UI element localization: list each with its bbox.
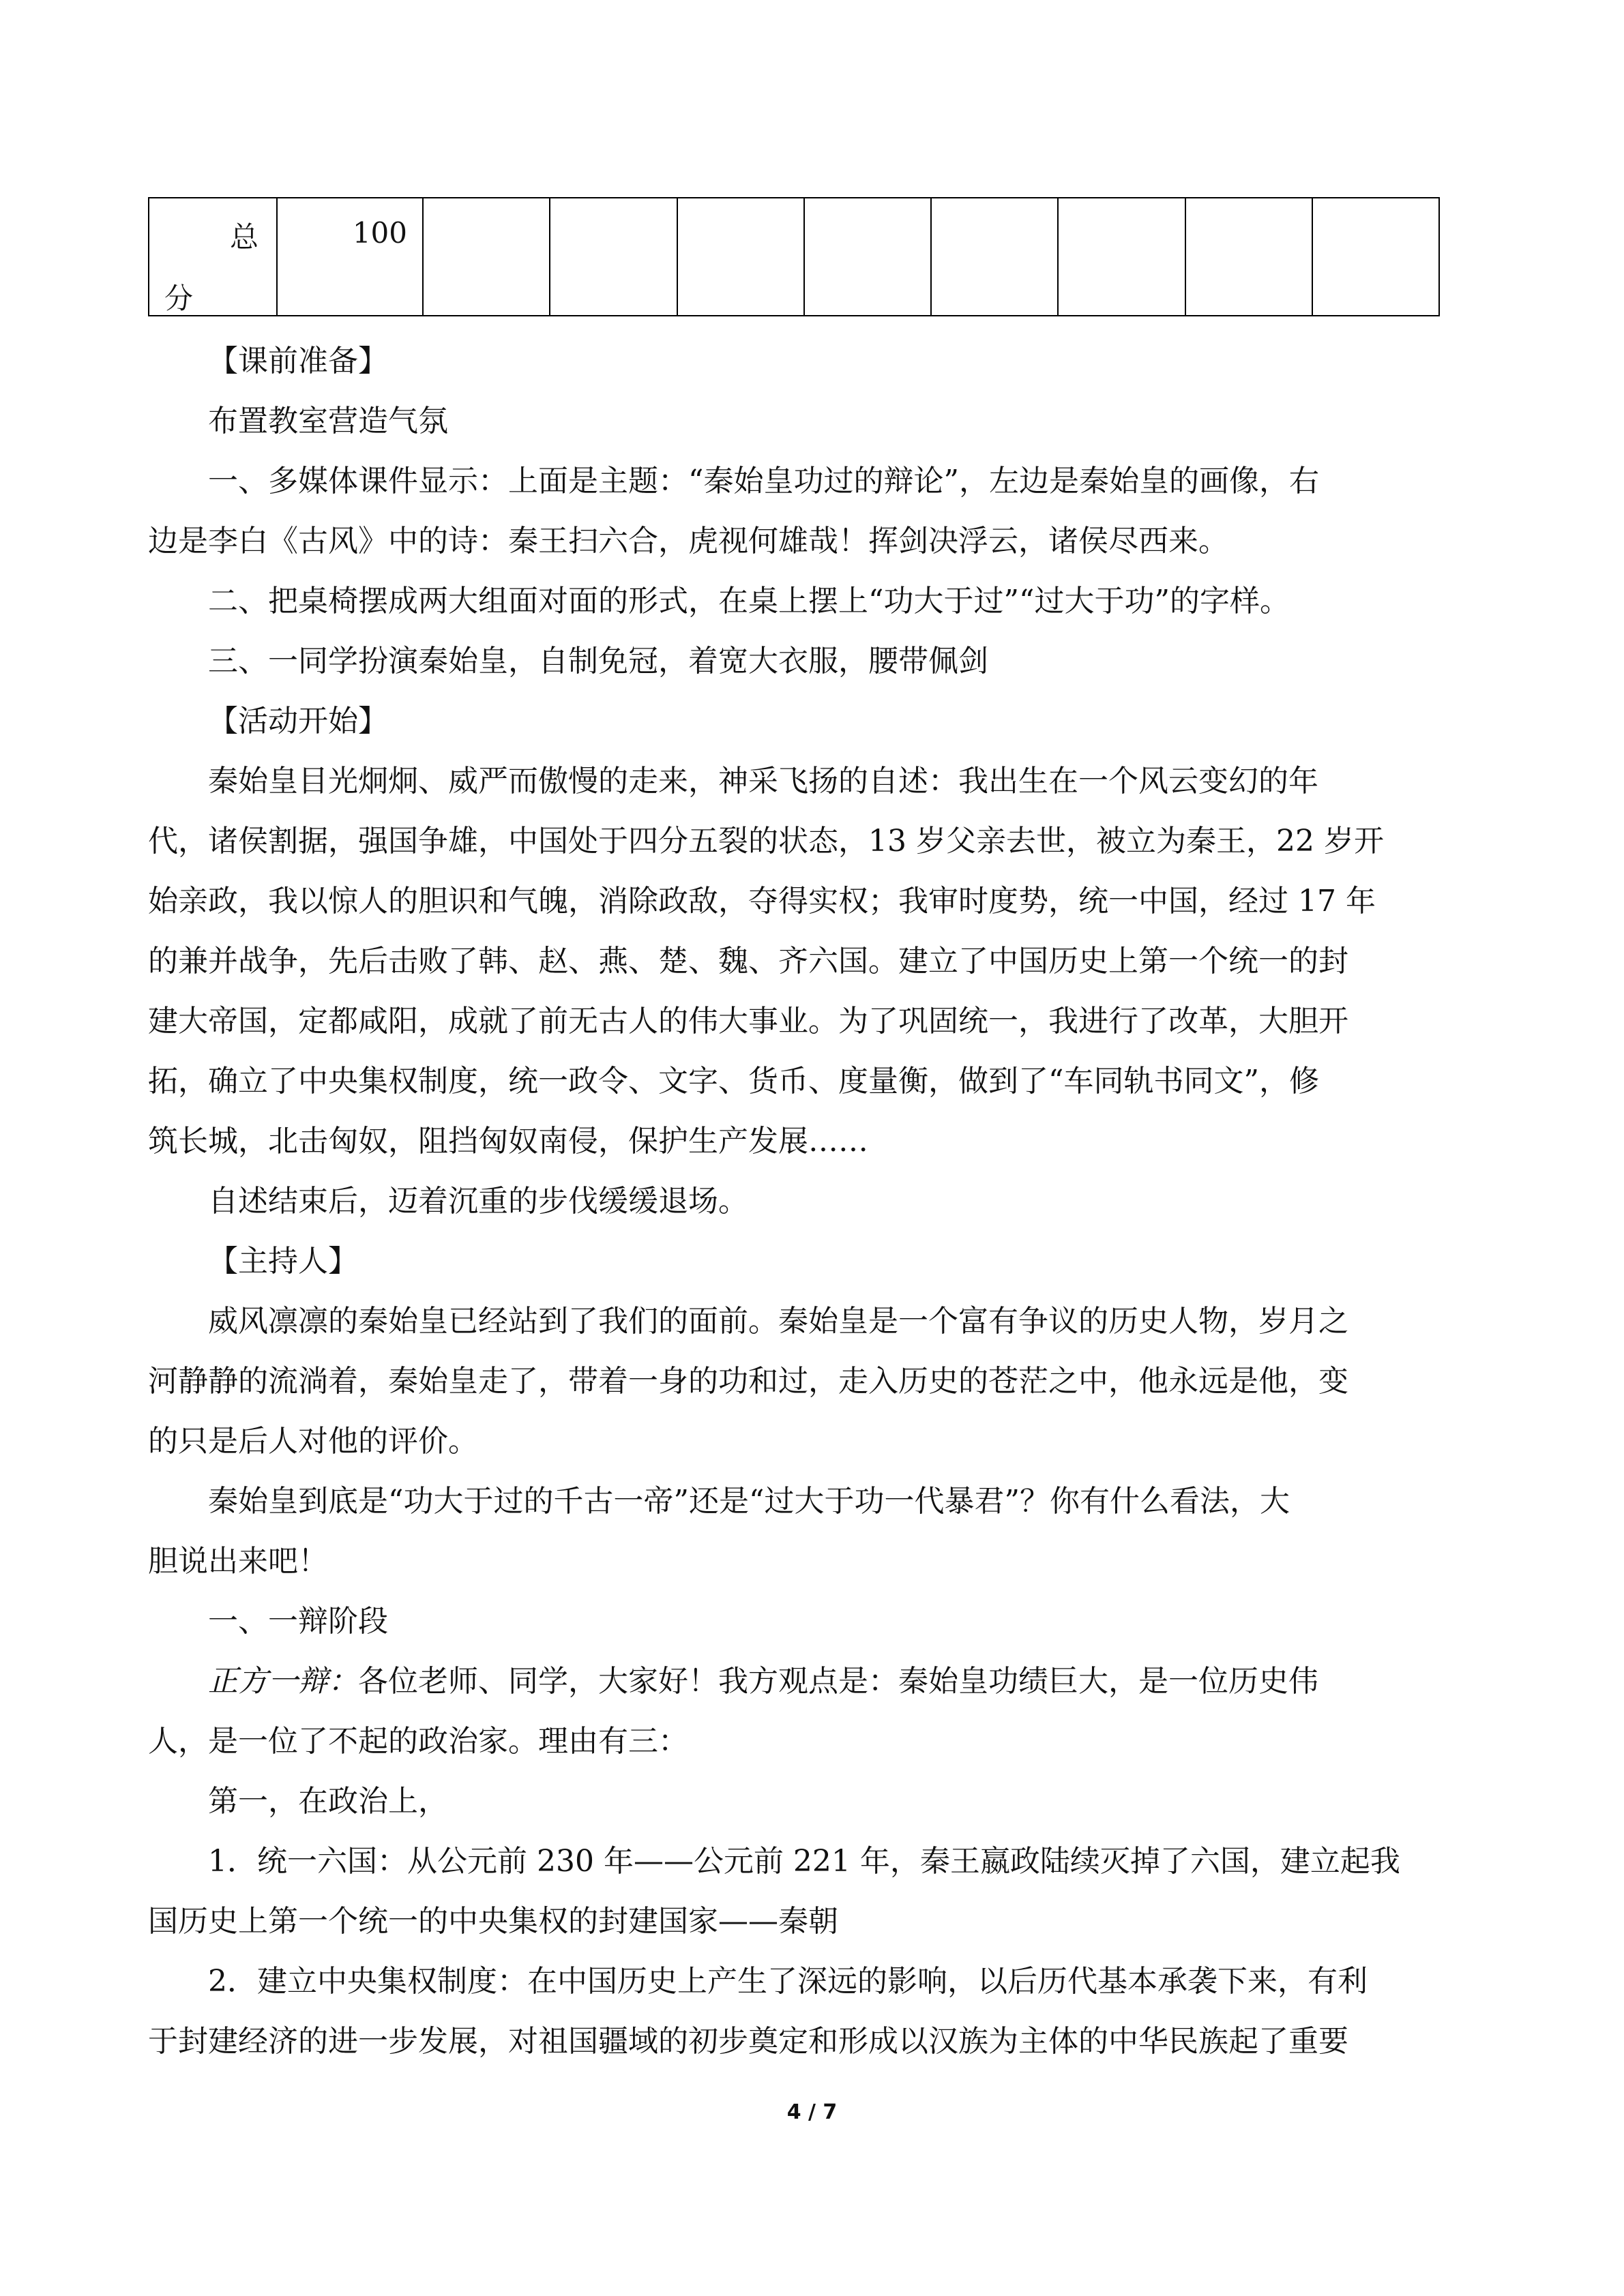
text-line (148, 1412, 1473, 1472)
line-text: 秦始皇到底是“功大于过的千古一帝”还是“过大于功一代暴君”？你有什么看法，大 (208, 1484, 1290, 1519)
line-text: 拓，确立了中央集权制度，统一政令、文字、货币、度量衡，做到了“车同轨书同文”，修 (148, 1064, 1319, 1099)
line-text: 的兼并战争，先后击败了韩、赵、燕、楚、魏、齐六国。建立了中国历史上第一个统一的封 (148, 944, 1348, 979)
speaker-label: 正方一辩： (208, 1664, 358, 1699)
score-empty-cell (550, 198, 677, 316)
score-label-top: 总 (230, 220, 259, 254)
text-line (148, 1772, 1473, 1832)
text-line (148, 391, 1473, 451)
line-text: 一、一辩阶段 (208, 1604, 388, 1639)
line-text: 2．建立中央集权制度：在中国历史上产生了深远的影响，以后历代基本承袭下来，有利 (208, 1964, 1368, 1999)
text-line (148, 1832, 1473, 1892)
text-line (148, 1292, 1473, 1352)
line-text: 第一，在政治上， (208, 1784, 448, 1819)
text-line (148, 331, 1473, 391)
text-line (148, 1952, 1473, 2012)
text-line (148, 2012, 1473, 2072)
score-label-bottom: 分 (164, 282, 194, 315)
text-line (148, 511, 1473, 571)
score-table (148, 197, 1440, 316)
line-text: 筑长城，北击匈奴，阻挡匈奴南侵，保护生产发展…… (148, 1124, 868, 1159)
score-empty-cell (677, 198, 804, 316)
score-empty-cell (804, 198, 931, 316)
text-line (148, 631, 1473, 691)
score-empty-cell (423, 198, 550, 316)
score-empty-cell (1312, 198, 1439, 316)
score-empty-cell (931, 198, 1058, 316)
line-text: 【活动开始】 (208, 704, 388, 739)
score-empty-cell (1185, 198, 1312, 316)
text-line (148, 451, 1473, 511)
line-text: 布置教室营造气氛 (208, 404, 448, 438)
text-line (148, 1352, 1473, 1412)
line-text: 人，是一位了不起的政治家。理由有三： (148, 1724, 688, 1759)
line-text: 秦始皇目光炯炯、威严而傲慢的走来，神采飞扬的自述：我出生在一个风云变幻的年 (208, 764, 1318, 799)
line-text: 建大帝国，定都咸阳，成就了前无古人的伟大事业。为了巩固统一，我进行了改革，大胆开 (148, 1004, 1348, 1039)
text-line (148, 811, 1473, 871)
text-line (148, 992, 1473, 1052)
score-empty-cell (1058, 198, 1185, 316)
text-line (148, 1472, 1473, 1532)
line-text: 威风凛凛的秦始皇已经站到了我们的面前。秦始皇是一个富有争议的历史人物，岁月之 (208, 1304, 1348, 1339)
text-line (148, 751, 1473, 811)
text-line (148, 1592, 1473, 1652)
text-line (148, 571, 1473, 631)
line-text: 三、一同学扮演秦始皇，自制免冠，着宽大衣服，腰带佩剑 (208, 644, 988, 679)
text-line (148, 871, 1473, 931)
line-text: 河静静的流淌着，秦始皇走了，带着一身的功和过，走入历史的苍茫之中，他永远是他，变 (148, 1364, 1348, 1399)
line-text: 一、多媒体课件显示：上面是主题：“秦始皇功过的辩论”，左边是秦始皇的画像，右 (208, 464, 1319, 498)
text-line (148, 1112, 1473, 1172)
text-line (148, 1532, 1473, 1592)
text-line (148, 931, 1473, 992)
line-text: 国历史上第一个统一的中央集权的封建国家——秦朝 (148, 1904, 838, 1939)
line-text: 【课前准备】 (208, 344, 388, 378)
text-line (148, 1712, 1473, 1772)
score-label-cell (149, 198, 277, 316)
line-text: 于封建经济的进一步发展，对祖国疆域的初步奠定和形成以汉族为主体的中华民族起了重要 (148, 2024, 1348, 2059)
score-total-row (149, 198, 1439, 316)
line-text: 边是李白《古风》中的诗：秦王扫六合，虎视何雄哉！挥剑决浮云，诸侯尽西来。 (148, 524, 1228, 558)
page-number: 4 / 7 (786, 2100, 838, 2124)
text-line (148, 1892, 1473, 1952)
line-text: 各位老师、同学，大家好！我方观点是：秦始皇功绩巨大，是一位历史伟 (358, 1664, 1318, 1699)
score-value-cell (277, 198, 423, 316)
text-line (148, 1232, 1473, 1292)
text-line (148, 1172, 1473, 1232)
line-text: 自述结束后，迈着沉重的步伐缓缓退场。 (208, 1184, 748, 1219)
text-line (148, 691, 1473, 751)
text-line (148, 1052, 1473, 1112)
line-text: 的只是后人对他的评价。 (148, 1424, 478, 1459)
line-text: 1．统一六国：从公元前 230 年——公元前 221 年，秦王嬴政陆续灭掉了六国，建立起我 (208, 1844, 1400, 1879)
line-text: 始亲政，我以惊人的胆识和气魄，消除政敌，夺得实权；我审时度势，统一中国，经过 17 年 (148, 884, 1376, 919)
text-line (148, 1652, 1473, 1712)
body-text (148, 331, 1473, 2072)
line-text: 代，诸侯割据，强国争雄，中国处于四分五裂的状态，13 岁父亲去世，被立为秦王，22 岁开 (148, 824, 1384, 859)
score-total-value: 100 (352, 216, 407, 250)
line-text: 胆说出来吧！ (148, 1544, 328, 1579)
line-text: 【主持人】 (208, 1244, 358, 1279)
line-text: 二、把桌椅摆成两大组面对面的形式，在桌上摆上“功大于过”“过大于功”的字样。 (208, 584, 1290, 618)
